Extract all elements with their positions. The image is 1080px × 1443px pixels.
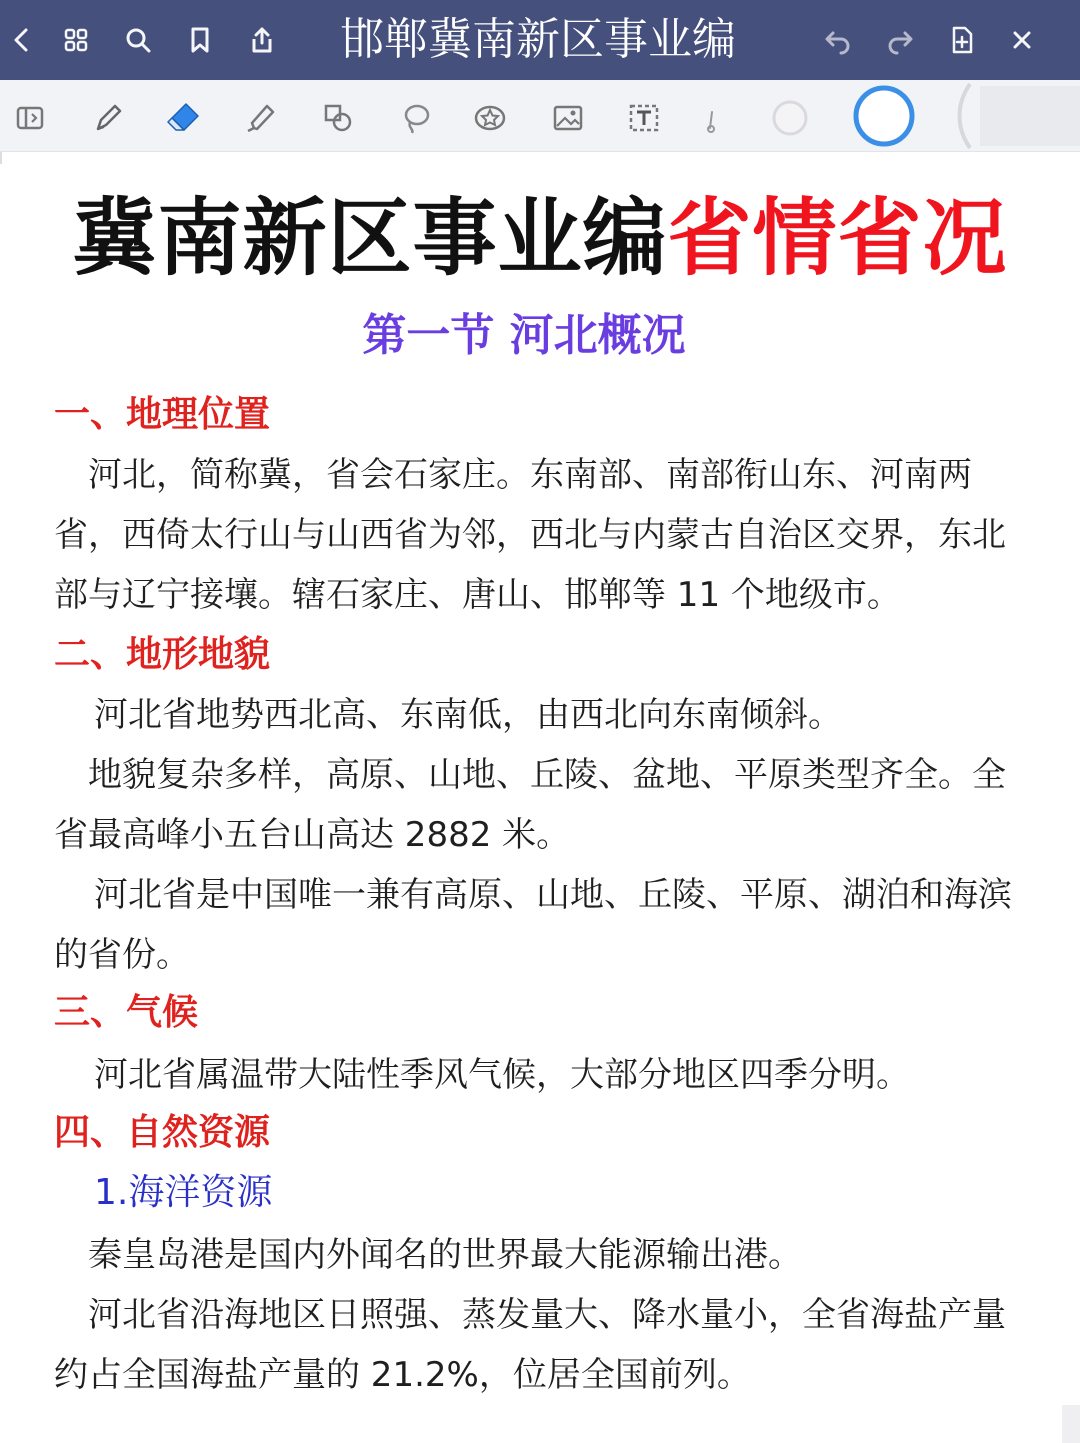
pen-icon[interactable] xyxy=(84,94,132,142)
heading-climate: 三、气候 xyxy=(54,992,199,1033)
bookmark-icon[interactable] xyxy=(178,18,222,62)
window-title: 邯郸冀南新区事业编 xyxy=(340,14,736,65)
search-icon[interactable] xyxy=(116,18,160,62)
undo-icon[interactable] xyxy=(816,18,860,62)
paragraph-qinhuangdao-port: 秦皇岛港是国内外闻名的世界最大能源输出港。 xyxy=(88,1235,802,1275)
heading-terrain: 二、地形地貌 xyxy=(54,634,271,675)
paragraph-terrain-unique: 河北省是中国唯一兼有高原、山地、丘陵、平原、湖泊和海滨的省份。 xyxy=(54,875,1012,975)
paragraph-sea-salt: 河北省沿海地区日照强、蒸发量大、降水量小，全省海盐产量约占全国海盐产量的 21.2%，位居全国前列。 xyxy=(54,1295,1006,1395)
color-swatch-blue-selected[interactable] xyxy=(852,84,916,148)
laser-pointer-icon[interactable] xyxy=(690,94,738,142)
heading-natural-resources: 四、自然资源 xyxy=(54,1112,271,1153)
text-box-icon[interactable] xyxy=(620,94,668,142)
paragraph-terrain-slope: 河北省地势西北高、东南低，由西北向东南倾斜。 xyxy=(94,695,842,735)
subheading-marine-resources: 1.海洋资源 xyxy=(94,1172,273,1213)
highlighter-icon[interactable] xyxy=(238,94,286,142)
drawing-toolbar xyxy=(0,80,1080,152)
paragraph-climate: 河北省属温带大陆性季风气候，大部分地区四季分明。 xyxy=(94,1055,910,1095)
shapes-icon[interactable] xyxy=(314,94,362,142)
color-swatch-light[interactable] xyxy=(766,94,814,142)
heading-geography: 一、地理位置 xyxy=(54,394,271,435)
paragraph-geography: 河北，简称冀，省会石家庄。东南部、南部衔山东、河南两省，西倚太行山与山西省为邻，西北与内蒙古自治区交界，东北部与辽宁接壤。辖石家庄、唐山、邯郸等 11 个地级市。 xyxy=(54,455,1006,615)
page-edge-marker xyxy=(0,152,2,164)
paragraph-terrain-landforms: 地貌复杂多样，高原、山地、丘陵、盆地、平原类型齐全。全省最高峰小五台山高达 2882 米。 xyxy=(54,755,1006,855)
add-page-icon[interactable] xyxy=(940,18,984,62)
image-icon[interactable] xyxy=(544,94,592,142)
document-title-black: 冀南新区事业编 xyxy=(72,189,668,287)
share-icon[interactable] xyxy=(240,18,284,62)
redo-icon[interactable] xyxy=(878,18,922,62)
lasso-icon[interactable] xyxy=(392,94,440,142)
scrollbar-handle[interactable] xyxy=(1062,1405,1080,1443)
close-icon[interactable] xyxy=(1000,18,1044,62)
document-title xyxy=(60,190,1020,286)
grid-icon[interactable] xyxy=(54,18,98,62)
eraser-icon[interactable] xyxy=(160,94,208,142)
sidebar-toggle-icon[interactable] xyxy=(6,94,54,142)
document-title-red: 省情省况 xyxy=(667,189,1008,287)
stroke-thickness-preview[interactable] xyxy=(950,80,1080,152)
top-app-bar xyxy=(0,0,1080,80)
section-title: 第一节 河北概况 xyxy=(362,310,686,361)
chevron-left-icon[interactable] xyxy=(0,18,44,62)
sticker-icon[interactable] xyxy=(466,94,514,142)
